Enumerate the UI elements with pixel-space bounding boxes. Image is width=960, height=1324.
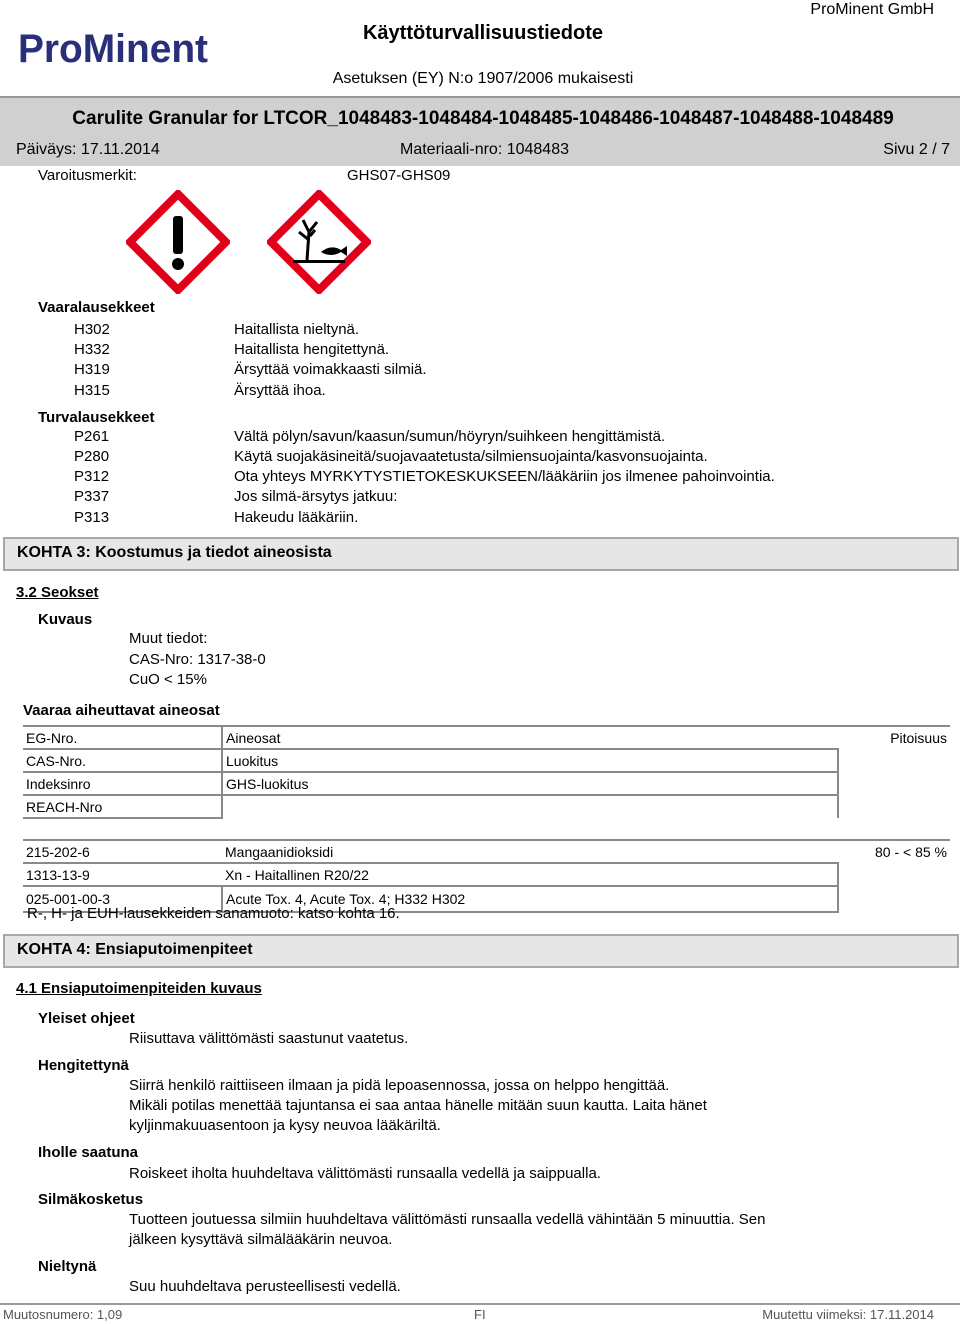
table-cell: Xn - Haitallinen R20/22 <box>222 863 838 886</box>
table-cell: Acute Tox. 4, Acute Tox. 4; H332 H302 <box>222 886 838 912</box>
regulation-reference: Asetuksen (EY) N:o 1907/2006 mukaisesti <box>332 70 634 87</box>
section-4-title: KOHTA 4: Ensiaputoimenpiteet <box>17 941 253 958</box>
h-text: Haitallista nieltynä. <box>234 321 360 338</box>
document-title: Käyttöturvallisuustiedote <box>362 22 604 44</box>
language-code: FI <box>474 1307 486 1322</box>
phrases-note: R-, H- ja EUH-lausekkeiden sanamuoto: katso kohta 16. <box>27 905 400 922</box>
p-code: P261 <box>74 428 110 445</box>
first-aid-text: Suu huuhdeltava perusteellisesti vedellä. <box>129 1278 401 1295</box>
revision-number: Muutosnumero: 1,09 <box>3 1307 123 1322</box>
p-text: Vältä pölyn/savun/kaasun/sumun/höyryn/suihkeen hengittämistä. <box>234 428 666 445</box>
table-header-row <box>23 795 950 818</box>
other-info-line: CuO < 15% <box>129 671 207 688</box>
material-number: Materiaali-nro: 1048483 <box>400 141 569 158</box>
logo-text: ProMinent <box>18 27 208 68</box>
p-code: P312 <box>74 468 110 485</box>
p-text: Jos silmä-ärsytys jatkuu: <box>234 488 398 505</box>
first-aid-heading: Nieltynä <box>38 1258 97 1275</box>
hazardous-components-title: Vaaraa aiheuttavat aineosat <box>23 702 220 719</box>
p-text: Käytä suojakäsineitä/suojavaatetusta/silmiensuojainta/kasvonsuojainta. <box>234 448 708 465</box>
h-code: H302 <box>74 321 110 338</box>
first-aid-heading: Silmäkosketus <box>38 1191 144 1208</box>
table-row <box>23 863 950 886</box>
document-date: Päiväys: 17.11.2014 <box>16 141 160 158</box>
h-text: Ärsyttää voimakkaasti silmiä. <box>234 361 427 378</box>
first-aid-text: Siirrä henkilö raittiiseen ilmaan ja pidä lepoasennossa, jossa on helppo hengittää. <box>129 1077 670 1094</box>
section-4-header <box>3 934 959 968</box>
table-header-cell: Indeksinro <box>23 772 222 795</box>
subsection-4-1: 4.1 Ensiaputoimenpiteiden kuvaus <box>16 980 262 997</box>
composition-table <box>23 725 950 913</box>
company-name: ProMinent GmbH <box>810 1 934 18</box>
hazard-codes: GHS07-GHS09 <box>347 167 451 184</box>
environment-hazard-icon <box>267 190 371 294</box>
first-aid-text: Riisuttava välittömästi saastunut vaatetus. <box>129 1030 409 1047</box>
table-header-row <box>23 749 950 772</box>
p-text: Hakeudu lääkäriin. <box>234 509 359 526</box>
p-code: P313 <box>74 509 110 526</box>
h-text: Haitallista hengitettynä. <box>234 341 390 358</box>
precautionary-statements-title: Turvalausekkeet <box>38 409 155 426</box>
product-name: Carulite Granular for LTCOR_1048483-1048484-1048485-1048486-1048487-1048488-1048489 <box>72 108 894 129</box>
first-aid-heading: Iholle saatuna <box>38 1144 139 1161</box>
first-aid-text: kyljinmakuuasentoon ja kysy neuvoa lääkäriltä. <box>129 1117 441 1134</box>
table-cell: 1313-13-9 <box>23 863 222 886</box>
h-code: H315 <box>74 382 110 399</box>
section-3-title: KOHTA 3: Koostumus ja tiedot aineosista <box>17 544 332 561</box>
p-code: P280 <box>74 448 110 465</box>
other-info-line: Muut tiedot: <box>129 630 208 647</box>
table-header-row <box>23 772 950 795</box>
p-text: Ota yhteys MYRKYTYSTIETOKESKUKSEEN/lääkäriin jos ilmenee pahoinvointia. <box>234 468 775 485</box>
first-aid-heading: Hengitettynä <box>38 1057 129 1074</box>
table-header-cell: Luokitus <box>222 749 838 772</box>
table-cell: 215-202-6 <box>23 840 222 863</box>
first-aid-heading: Yleiset ohjeet <box>38 1010 135 1027</box>
section-3-header <box>3 537 959 571</box>
p-code: P337 <box>74 488 110 505</box>
table-header-row <box>23 726 950 749</box>
first-aid-text: jälkeen kysyttävä silmälääkärin neuvoa. <box>129 1231 393 1248</box>
table-header-cell: EG-Nro. <box>23 726 222 749</box>
h-code: H332 <box>74 341 110 358</box>
h-code: H319 <box>74 361 110 378</box>
page-number: Sivu 2 / 7 <box>883 141 950 158</box>
table-cell: 025-001-00-3 <box>23 886 222 912</box>
footer-divider <box>0 1303 960 1305</box>
subsection-3-2: 3.2 Seokset <box>16 584 99 601</box>
table-row <box>23 840 950 863</box>
hazard-label: Varoitusmerkit: <box>38 167 137 184</box>
table-header-cell: REACH-Nro <box>23 795 222 818</box>
first-aid-text: Roiskeet iholta huuhdeltava välittömästi runsaalla vedellä ja saippualla. <box>129 1165 601 1182</box>
table-header-cell: CAS-Nro. <box>23 749 222 772</box>
h-text: Ärsyttää ihoa. <box>234 382 326 399</box>
exclamation-mark-icon <box>126 190 230 294</box>
last-modified: Muutettu viimeksi: 17.11.2014 <box>762 1307 934 1322</box>
table-header-cell: Aineosat <box>222 726 838 749</box>
first-aid-text: Tuotteen joutuessa silmiin huuhdeltava välittömästi runsaalla vedellä vähintään 5 minuuttia. Sen <box>129 1211 766 1228</box>
hazard-statements-title: Vaaralausekkeet <box>38 299 155 316</box>
first-aid-text: Mikäli potilas menettää tajuntansa ei saa antaa hänelle mitään suun kautta. Laita hänet <box>129 1097 707 1114</box>
other-info-line: CAS-Nro: 1317-38-0 <box>129 651 266 668</box>
table-cell: 80 - < 85 % <box>838 840 950 863</box>
table-cell: Mangaanidioksidi <box>222 840 838 863</box>
table-header-cell: GHS-luokitus <box>222 772 838 795</box>
description-label: Kuvaus <box>38 611 93 628</box>
table-header-cell: Pitoisuus <box>838 726 950 749</box>
